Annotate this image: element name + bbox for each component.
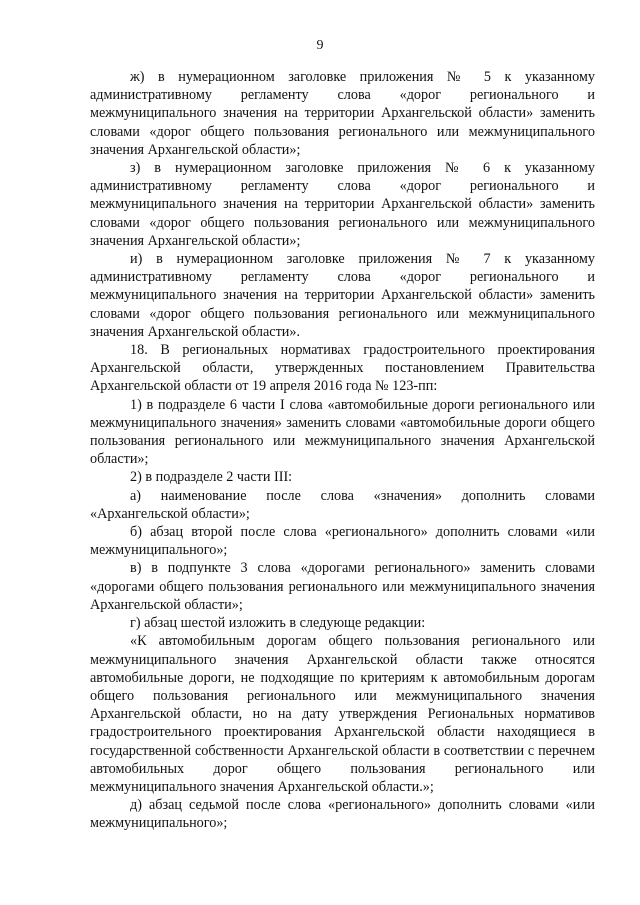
paragraph-b: б) абзац второй после слова «регионального» дополнить словами «или межмуниципального»; — [90, 524, 595, 559]
paragraph-i: и) в нумерационном заголовке приложения № 7 к указанному административному регламенту слова «дорог регионального и межмуниципального значения на территории Архангельской области» заменить словами «дорог общего пользования регионального или межмуниципального значения Архангельской области». — [90, 251, 595, 340]
paragraph-g: г) абзац шестой изложить в следующе редакции: — [130, 615, 426, 632]
paragraph-v: в) в подпункте 3 слова «дорогами регионального» заменить словами «дорогами общего пользования регионального или межмуниципального значения Архангельской области»; — [90, 560, 595, 613]
paragraph-item-18: 18. В региональных нормативах градостроительного проектирования Архангельской области, утвержденных постановлением Правительства Архангельской области от 19 апреля 2016 года № 123-пп: — [90, 342, 595, 395]
paragraph-subitem-1: 1) в подразделе 6 части I слова «автомобильные дороги регионального или межмуниципального значения» заменить словами «автомобильные дороги общего пользования регионального или межмуниципального значения Архангельской области»; — [90, 396, 595, 468]
paragraph-z: з) в нумерационном заголовке приложения № 6 к указанному административному регламенту слова «дорог регионального и межмуниципального значения на территории Архангельской области» заменить словами «дорог общего пользования регионального или межмуниципального значения Архангельской области»; — [90, 160, 595, 249]
page-number: 9 — [316, 38, 324, 53]
document-body — [90, 68, 595, 833]
paragraph-quote: «К автомобильным дорогам общего пользования регионального или межмуниципального значения Архангельской области также относятся автомобильные дороги, не подходящие по критериям к автомобильным дорогам общего пользования регионального или межмуниципального значения Архангельской области, но на дату утверждения Региональных нормативов градостроительного проектирования Архангельской области находящиеся в государственной собственности Архангельской области в соответствии с перечнем автомобильных дорог общего пользования регионального или межмуниципального значения Архангельской области.»; — [90, 633, 595, 795]
paragraph-subitem-2: 2) в подразделе 2 части III: — [130, 469, 293, 486]
paragraph-d: д) абзац седьмой после слова «регионального» дополнить словами «или межмуниципального»; — [90, 797, 595, 832]
paragraph-a: а) наименование после слова «значения» дополнить словами «Архангельской области»; — [90, 487, 595, 522]
paragraph-zh: ж) в нумерационном заголовке приложения № 5 к указанному административному регламенту слова «дорог регионального и межмуниципального значения на территории Архангельской области» заменить словами «дорог общего пользования регионального или межмуниципального значения Архангельской области»; — [90, 69, 595, 158]
